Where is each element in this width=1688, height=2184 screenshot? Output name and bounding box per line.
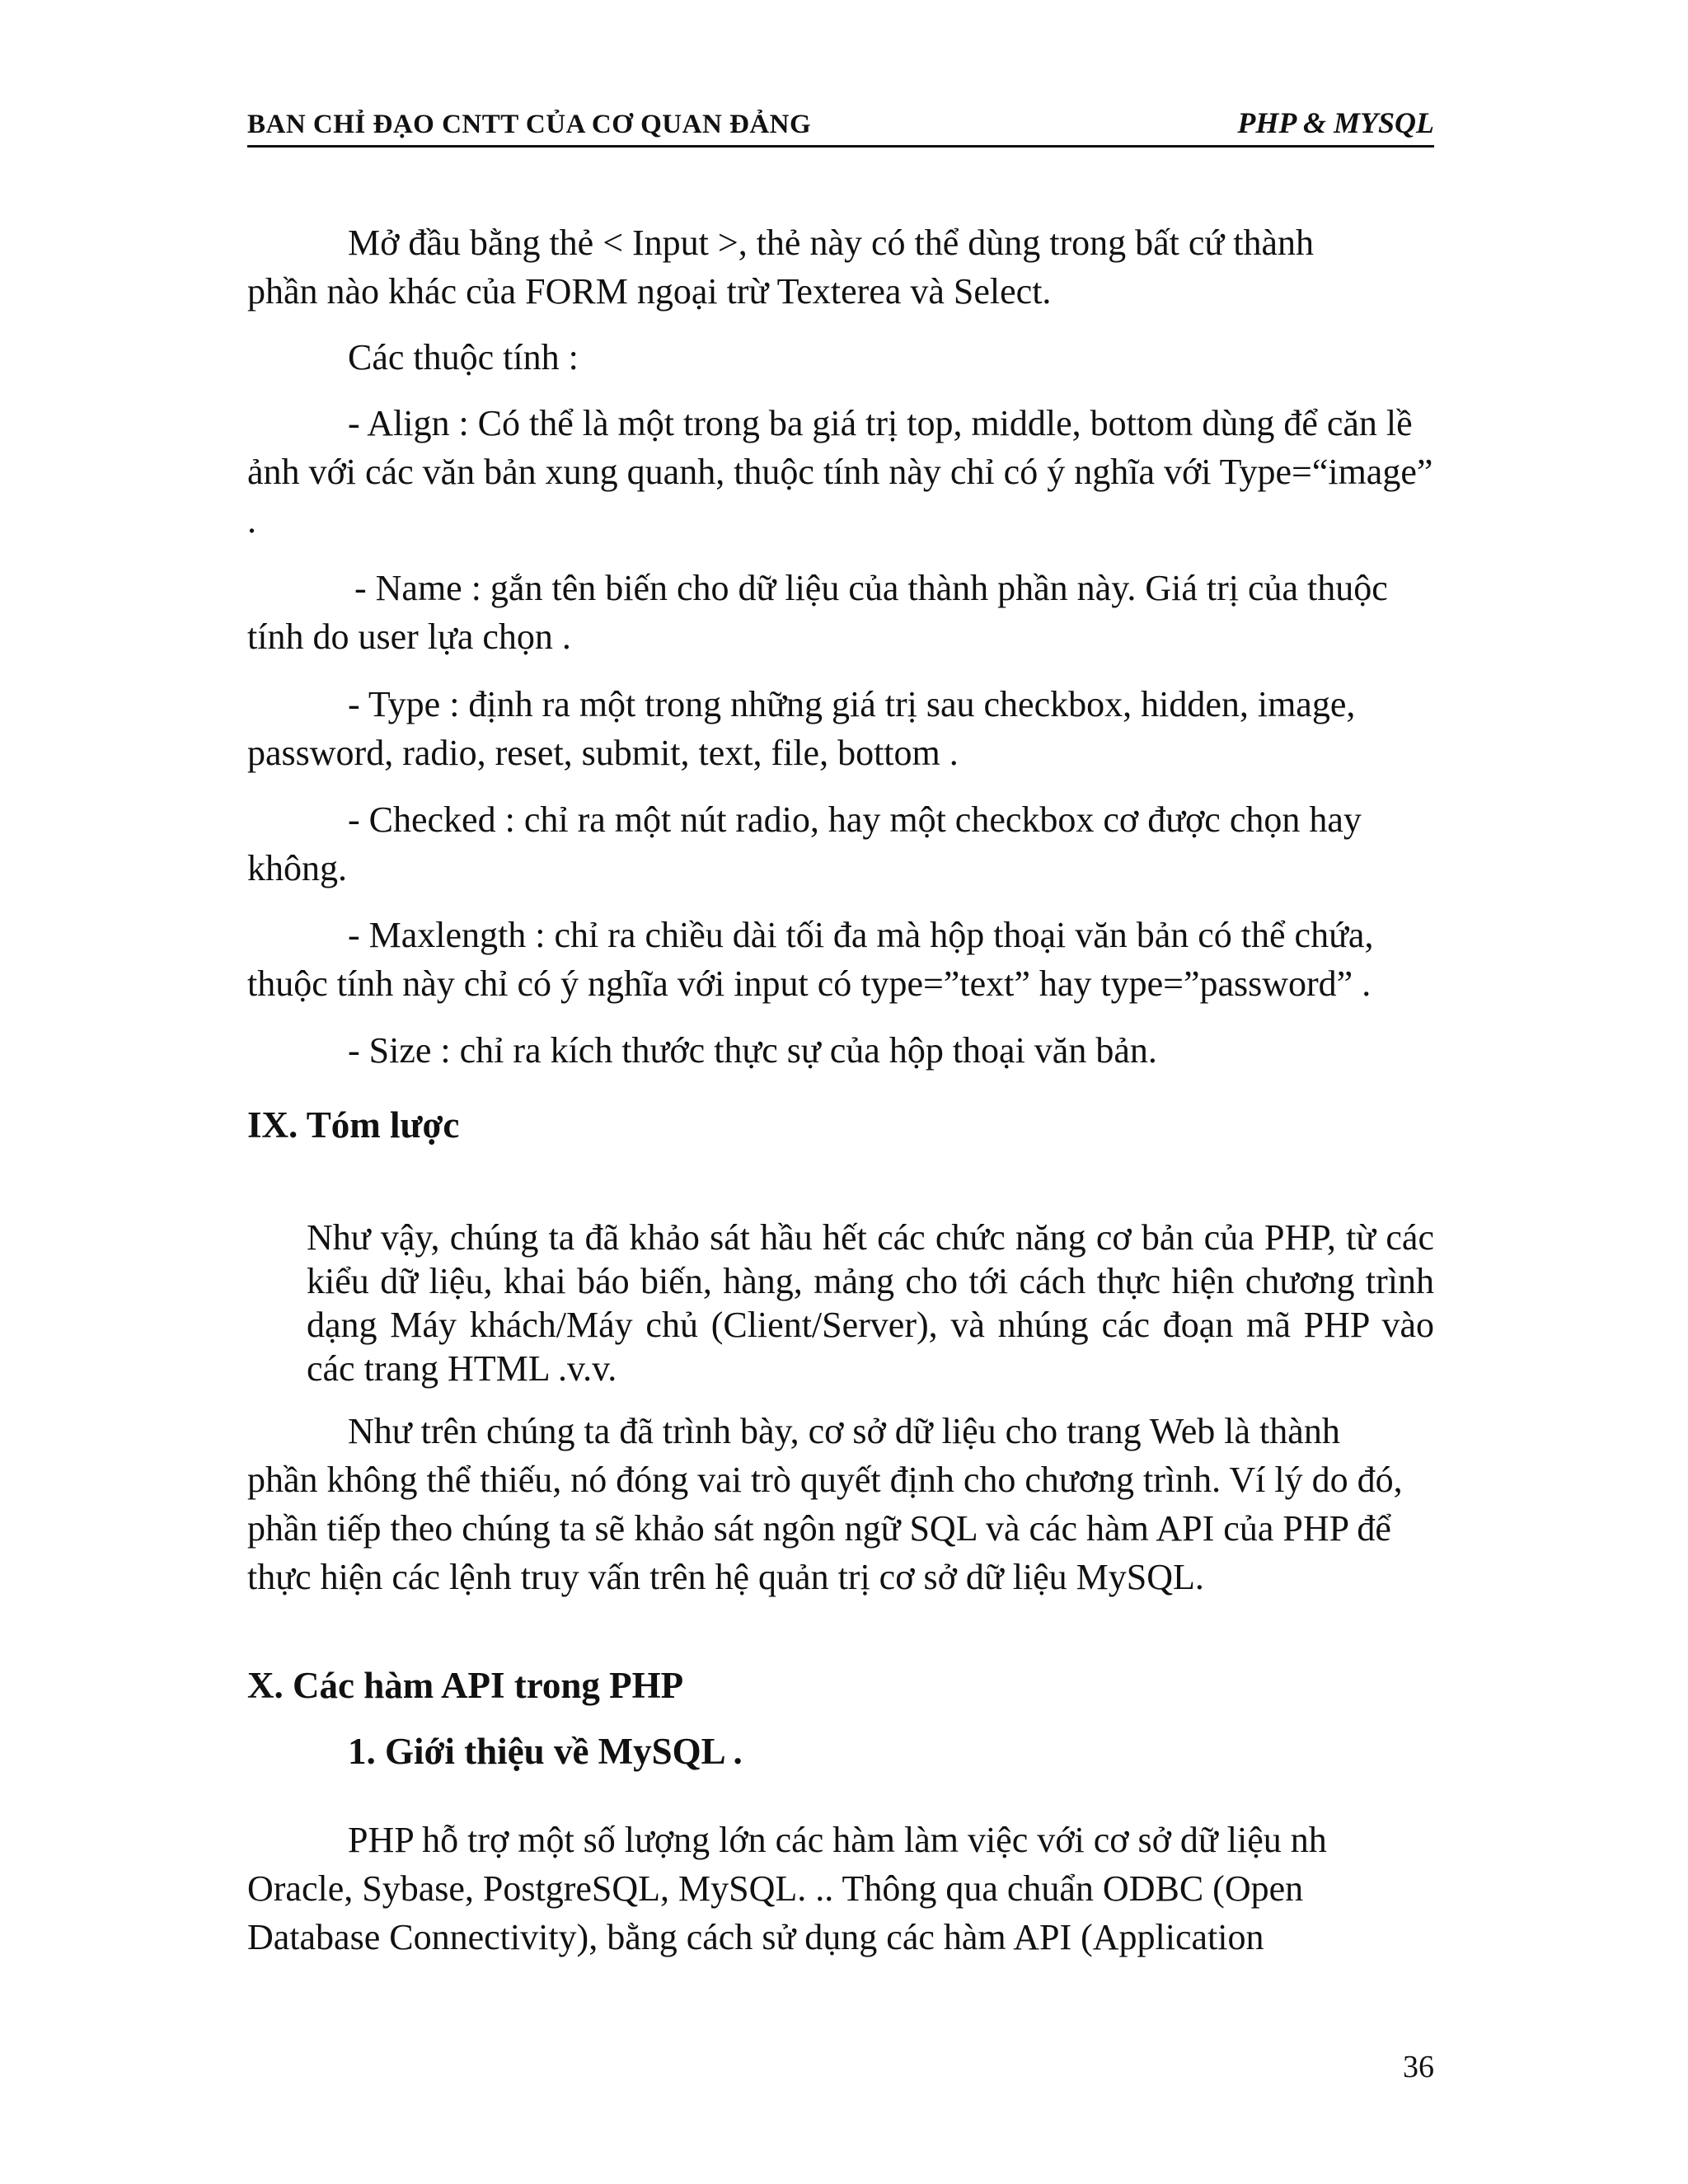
summary-paragraph-2: Như trên chúng ta đã trình bày, cơ sở dữ liệu cho trang Web là thành phần không thể thiếu, nó đóng vai trò quyết định cho chương trình. Ví lý do đó, phần tiếp theo chúng ta sẽ khảo sát ngôn ngữ SQL và các hàm API của PHP để thực hiện các lệnh truy vấn trên hệ quản trị cơ sở dữ liệu MySQL.: [247, 1411, 1403, 1597]
attr-maxlength-paragraph: - Maxlength : chỉ ra chiều dài tối đa mà hộp thoại văn bản có thể chứa, thuộc tính này chỉ có ý nghĩa với input có type=”text” hay type=”password” .: [247, 915, 1374, 1004]
page-number: 36: [1403, 2050, 1434, 2084]
attr-align-paragraph: - Align : Có thể là một trong ba giá trị top, middle, bottom dùng để căn lề ảnh với các văn bản xung quanh, thuộc tính này chỉ có ý nghĩa với Type=“image” .: [247, 403, 1433, 541]
summary-paragraph-1: Như vậy, chúng ta đã khảo sát hầu hết các chức năng cơ bản của PHP, từ các kiểu dữ liệu, khai báo biến, hàng, mảng cho tới cách thực hiện chương trình dạng Máy khách/Máy chủ (Client/Server), và nhúng các đoạn mã PHP vào các trang HTML .v.v.: [307, 1217, 1434, 1389]
page-header: [247, 104, 1434, 148]
subsection-1-heading: 1. Giới thiệu về MySQL .: [348, 1731, 743, 1772]
section-x-heading: X. Các hàm API trong PHP: [247, 1665, 684, 1706]
intro-paragraph: Mở đầu bằng thẻ < Input >, thẻ này có thể dùng trong bất cứ thành phần nào khác của FORM ngoại trừ Texterea và Select.: [247, 223, 1315, 312]
mysql-intro-paragraph: PHP hỗ trợ một số lượng lớn các hàm làm việc với cơ sở dữ liệu nh Oracle, Sybase, PostgreSQL, MySQL. .. Thông qua chuẩn ODBC (Open Database Connectivity), bằng cách sử dụng các hàm API (Application: [247, 1820, 1327, 1957]
attr-size-paragraph: - Size : chỉ ra kích thước thực sự của hộp thoại văn bản.: [348, 1030, 1157, 1071]
attr-type-paragraph: - Type : định ra một trong những giá trị sau checkbox, hidden, image, password, radio, reset, submit, text, file, bottom .: [247, 684, 1356, 773]
section-ix-heading: IX. Tóm lược: [247, 1104, 460, 1146]
header-doc-title: PHP & MYSQL: [1237, 106, 1434, 139]
attr-checked-paragraph: - Checked : chỉ ra một nút radio, hay một checkbox cơ được chọn hay không.: [247, 799, 1362, 888]
header-org-title: BAN CHỈ ĐẠO CNTT CỦA CƠ QUAN ĐẢNG: [247, 110, 812, 139]
attributes-label: Các thuộc tính :: [348, 337, 579, 377]
attr-name-paragraph: - Name : gắn tên biến cho dữ liệu của thành phần này. Giá trị của thuộc tính do user lựa chọn .: [247, 568, 1388, 657]
